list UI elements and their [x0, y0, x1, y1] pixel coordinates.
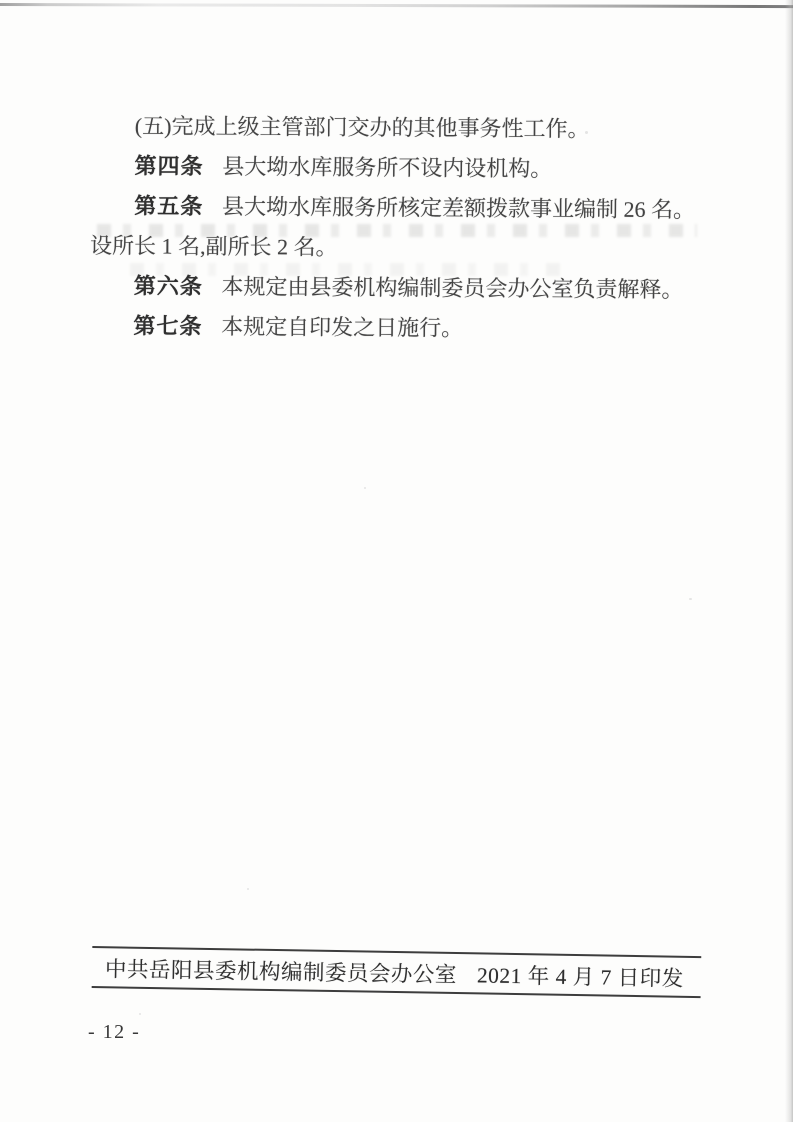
ink-bleed-through-artifact [97, 224, 697, 237]
paragraph-text: 县大坳水库服务所不设内设机构。 [222, 153, 553, 182]
scan-edge-artifact-top [0, 3, 793, 8]
scan-speck [689, 598, 692, 600]
ink-bleed-through-artifact [130, 263, 560, 276]
colophon-box [92, 946, 702, 998]
colophon-issuer: 中共岳阳县委机构编制委员会办公室 [104, 956, 458, 987]
page-number: - 12 - [88, 1021, 141, 1043]
article-term: 第四条 [134, 153, 204, 179]
article-term: 第六条 [133, 273, 203, 299]
paragraph [90, 146, 750, 191]
scan-speck [364, 487, 366, 489]
paragraph-text: 本规定由县委机构编制委员会办公室负责解释。 [221, 273, 684, 303]
article-term: 第七条 [133, 313, 203, 339]
scan-speck [585, 131, 588, 134]
paragraph [91, 106, 751, 151]
paragraph [89, 306, 749, 351]
paragraph-text: 本规定自印发之日施行。 [221, 313, 464, 341]
article-term: 第五条 [134, 193, 204, 219]
paragraph-text: (五)完成上级主管部门交办的其他事务性工作。 [134, 113, 590, 142]
paragraph-text: 县大坳水库服务所核定差额拨款事业编制 26 名。 设所长 1 名,副所长 2 名。 [89, 193, 696, 260]
scan-speck [247, 888, 249, 890]
scan-speck [139, 1013, 141, 1015]
colophon-print-date: 2021 年 4 月 7 日印发 [476, 962, 684, 991]
scan-edge-artifact-right [785, 0, 793, 1122]
